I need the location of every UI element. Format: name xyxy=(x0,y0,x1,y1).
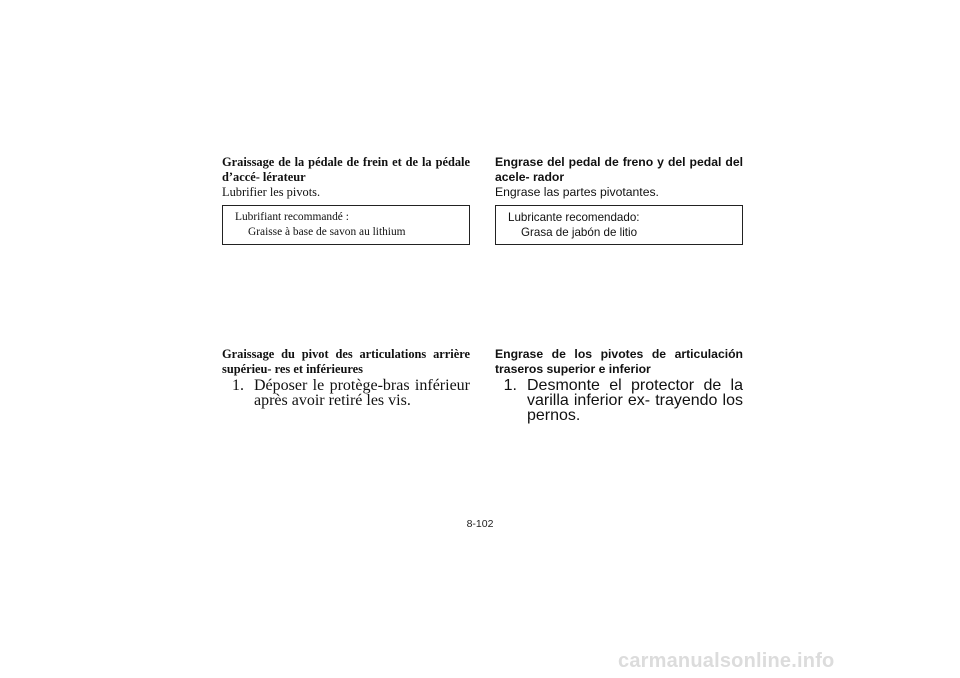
step-item-es xyxy=(495,378,743,423)
spec-label-es: Lubricante recomendado: xyxy=(508,211,640,224)
step-number-fr: 1. xyxy=(232,377,244,394)
section-heading-pivot-es: Engrase de los pivotes de articulación traseros superior e inferior xyxy=(495,347,743,376)
spanish-section2 xyxy=(495,347,743,377)
page-number: 8-102 xyxy=(466,518,494,530)
lubricant-spec-box-fr xyxy=(222,205,470,245)
step-text-fr: Déposer le protège-bras inférieur après avoir retiré les vis. xyxy=(254,377,470,409)
spanish-column xyxy=(495,155,743,200)
step-text-es: Desmonte el protector de la varilla inferior ex- trayendo los pernos. xyxy=(527,377,743,424)
french-section2 xyxy=(222,347,470,377)
french-column xyxy=(222,155,470,200)
lubricant-spec-box-es xyxy=(495,205,743,245)
section-heading-brake-pedal-es: Engrase del pedal de freno y del pedal del acele- rador xyxy=(495,155,743,184)
spec-value-es: Grasa de jabón de litio xyxy=(521,226,638,239)
section-heading-pivot-fr: Graissage du pivot des articulations arrière supérieu- res et inférieures xyxy=(222,347,470,376)
watermark-text: carmanualsonline.info xyxy=(618,650,835,672)
section-heading-brake-pedal-fr: Graissage de la pédale de frein et de la pédale d’accé- lérateur xyxy=(222,155,470,184)
step-item-fr xyxy=(222,378,470,408)
instruction-text-fr: Lubrifier les pivots. xyxy=(222,185,321,199)
step-number-es: 1. xyxy=(503,377,517,394)
spec-value-fr: Graisse à base de savon au lithium xyxy=(248,226,406,238)
spec-label-fr: Lubrifiant recommandé : xyxy=(235,211,349,223)
instruction-text-es: Engrase las partes pivotantes. xyxy=(495,185,659,199)
